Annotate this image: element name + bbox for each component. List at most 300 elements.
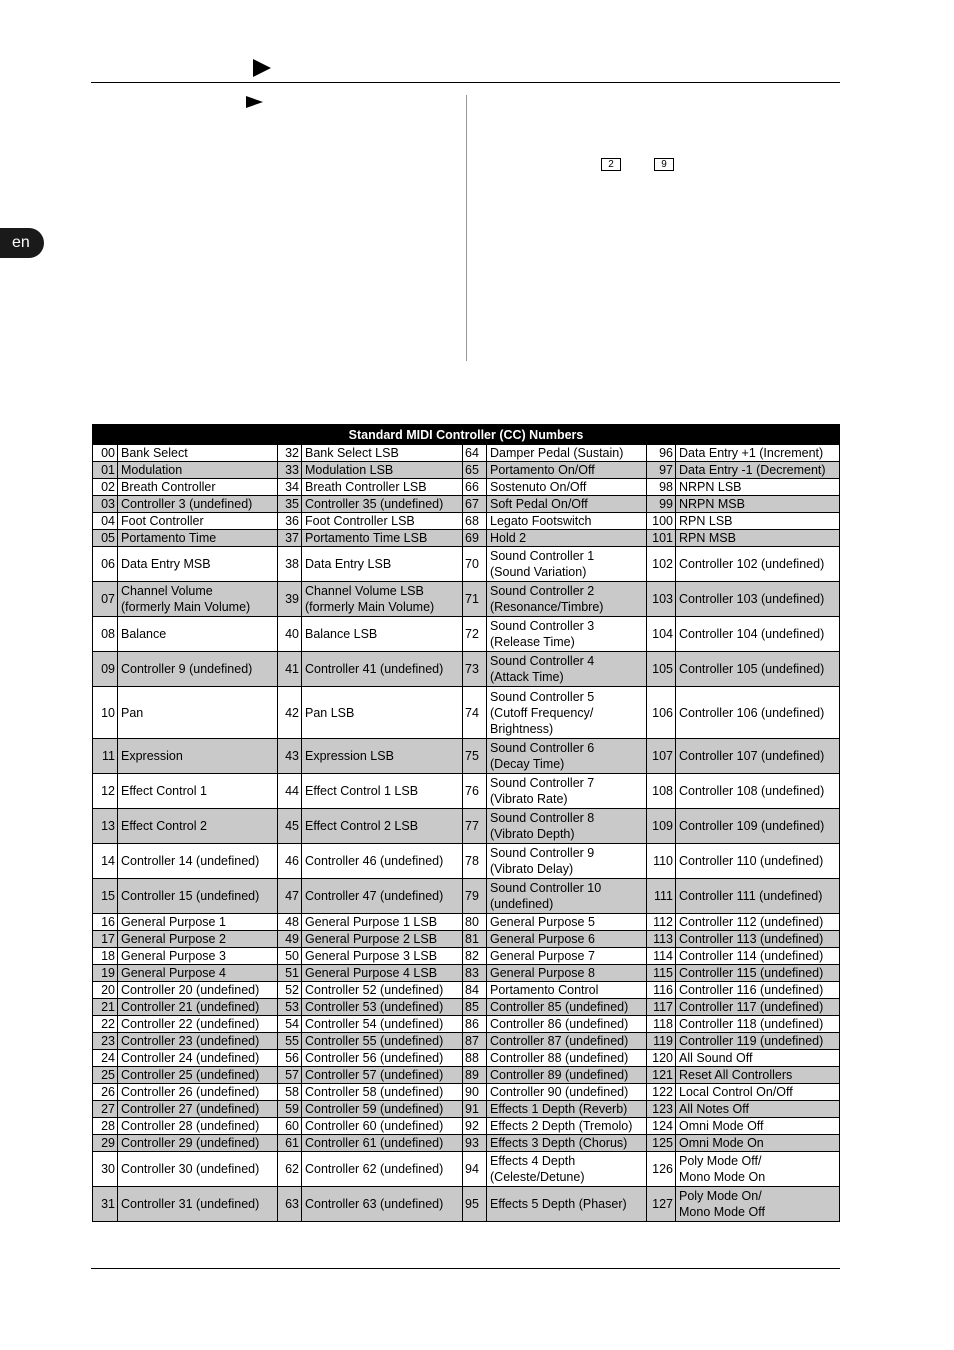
cc-function: Controller 112 (undefined) — [676, 914, 840, 931]
cc-function: General Purpose 2 LSB — [302, 931, 463, 948]
cc-function: Controller 111 (undefined) — [676, 879, 840, 914]
cc-function: Hold 2 — [487, 530, 647, 547]
cc-function: Sound Controller 9 (Vibrato Delay) — [487, 844, 647, 879]
cc-function: Portamento Time LSB — [302, 530, 463, 547]
cc-function: Controller 22 (undefined) — [118, 1016, 278, 1033]
cc-number: 92 — [463, 1118, 487, 1135]
cc-function: Controller 59 (undefined) — [302, 1101, 463, 1118]
cc-number: 19 — [93, 965, 118, 982]
table-body — [93, 445, 840, 1222]
cc-number: 94 — [463, 1152, 487, 1187]
cc-function: Controller 86 (undefined) — [487, 1016, 647, 1033]
table-row — [93, 582, 840, 617]
cc-number: 31 — [93, 1187, 118, 1222]
cc-number: 65 — [463, 462, 487, 479]
cc-number: 11 — [93, 739, 118, 774]
cc-function: Expression — [118, 739, 278, 774]
cc-function: General Purpose 1 — [118, 914, 278, 931]
cc-number: 12 — [93, 774, 118, 809]
cc-number: 101 — [647, 530, 676, 547]
cc-function: RPN LSB — [676, 513, 840, 530]
cc-function: Controller 23 (undefined) — [118, 1033, 278, 1050]
table-row — [93, 479, 840, 496]
cc-number: 120 — [647, 1050, 676, 1067]
cc-function: Controller 87 (undefined) — [487, 1033, 647, 1050]
header-arrow-icon — [253, 59, 271, 77]
cc-function: Controller 102 (undefined) — [676, 547, 840, 582]
cc-function: Effects 3 Depth (Chorus) — [487, 1135, 647, 1152]
cc-function: Controller 103 (undefined) — [676, 582, 840, 617]
cc-number: 109 — [647, 809, 676, 844]
cc-function: Omni Mode Off — [676, 1118, 840, 1135]
cc-number: 80 — [463, 914, 487, 931]
cc-number: 110 — [647, 844, 676, 879]
cc-function: Controller 52 (undefined) — [302, 982, 463, 999]
cc-function: Controller 107 (undefined) — [676, 739, 840, 774]
cc-number: 121 — [647, 1067, 676, 1084]
table-row — [93, 809, 840, 844]
cc-function: Controller 46 (undefined) — [302, 844, 463, 879]
cc-function: Controller 88 (undefined) — [487, 1050, 647, 1067]
cc-number: 98 — [647, 479, 676, 496]
cc-number: 29 — [93, 1135, 118, 1152]
table-row — [93, 513, 840, 530]
cc-number: 68 — [463, 513, 487, 530]
table-row — [93, 1067, 840, 1084]
table-row — [93, 774, 840, 809]
cc-function: All Notes Off — [676, 1101, 840, 1118]
cc-number: 21 — [93, 999, 118, 1016]
cc-number: 27 — [93, 1101, 118, 1118]
cc-number: 09 — [93, 652, 118, 687]
cc-number: 74 — [463, 687, 487, 739]
cc-function: Breath Controller — [118, 479, 278, 496]
table-row — [93, 844, 840, 879]
cc-function: Effects 5 Depth (Phaser) — [487, 1187, 647, 1222]
cc-function: Controller 90 (undefined) — [487, 1084, 647, 1101]
cc-function: Effect Control 2 — [118, 809, 278, 844]
table-row — [93, 1118, 840, 1135]
cc-number: 122 — [647, 1084, 676, 1101]
cc-function: Pan — [118, 687, 278, 739]
cc-function: Controller 63 (undefined) — [302, 1187, 463, 1222]
cc-number: 102 — [647, 547, 676, 582]
cc-function: Soft Pedal On/Off — [487, 496, 647, 513]
cc-function: Portamento On/Off — [487, 462, 647, 479]
cc-function: Controller 30 (undefined) — [118, 1152, 278, 1187]
cc-function: Sound Controller 8 (Vibrato Depth) — [487, 809, 647, 844]
cc-number: 84 — [463, 982, 487, 999]
cc-function: Balance LSB — [302, 617, 463, 652]
cc-function: General Purpose 4 — [118, 965, 278, 982]
cc-number: 08 — [93, 617, 118, 652]
cc-function: Sound Controller 5 (Cutoff Frequency/ Brightness) — [487, 687, 647, 739]
cc-number: 123 — [647, 1101, 676, 1118]
cc-number: 104 — [647, 617, 676, 652]
cc-number: 10 — [93, 687, 118, 739]
cc-number: 34 — [278, 479, 302, 496]
cc-number: 76 — [463, 774, 487, 809]
cc-function: Sound Controller 4 (Attack Time) — [487, 652, 647, 687]
cc-number: 67 — [463, 496, 487, 513]
cc-function: Controller 25 (undefined) — [118, 1067, 278, 1084]
cc-function: Controller 26 (undefined) — [118, 1084, 278, 1101]
cc-function: Controller 62 (undefined) — [302, 1152, 463, 1187]
header-rule — [91, 82, 840, 83]
table-row — [93, 739, 840, 774]
cc-number: 125 — [647, 1135, 676, 1152]
cc-number: 41 — [278, 652, 302, 687]
cc-number: 90 — [463, 1084, 487, 1101]
cc-number: 00 — [93, 445, 118, 462]
cc-function: Controller 106 (undefined) — [676, 687, 840, 739]
footer-rule — [91, 1268, 840, 1269]
cc-number: 55 — [278, 1033, 302, 1050]
cc-function: Controller 115 (undefined) — [676, 965, 840, 982]
table-row — [93, 914, 840, 931]
cc-function: Effect Control 1 — [118, 774, 278, 809]
cc-function: Controller 105 (undefined) — [676, 652, 840, 687]
cc-number: 58 — [278, 1084, 302, 1101]
cc-number: 99 — [647, 496, 676, 513]
cc-function: Controller 47 (undefined) — [302, 879, 463, 914]
cc-function: Bank Select — [118, 445, 278, 462]
cc-function: Controller 117 (undefined) — [676, 999, 840, 1016]
cc-number: 73 — [463, 652, 487, 687]
cc-number: 75 — [463, 739, 487, 774]
cc-number: 15 — [93, 879, 118, 914]
cc-function: Poly Mode On/ Mono Mode Off — [676, 1187, 840, 1222]
cc-number: 53 — [278, 999, 302, 1016]
cc-function: Sound Controller 10 (undefined) — [487, 879, 647, 914]
cc-function: Controller 104 (undefined) — [676, 617, 840, 652]
cc-number: 13 — [93, 809, 118, 844]
section-arrow-icon — [246, 96, 263, 108]
table-row — [93, 547, 840, 582]
cc-number: 28 — [93, 1118, 118, 1135]
cc-function: Data Entry LSB — [302, 547, 463, 582]
cc-function: Controller 116 (undefined) — [676, 982, 840, 999]
table-row — [93, 617, 840, 652]
cc-function: Controller 53 (undefined) — [302, 999, 463, 1016]
cc-number: 45 — [278, 809, 302, 844]
table-row — [93, 1135, 840, 1152]
cc-number: 111 — [647, 879, 676, 914]
cc-function: Controller 14 (undefined) — [118, 844, 278, 879]
cc-number: 06 — [93, 547, 118, 582]
cc-number: 69 — [463, 530, 487, 547]
cc-number: 32 — [278, 445, 302, 462]
language-tab-label: en — [12, 234, 30, 251]
cc-number: 71 — [463, 582, 487, 617]
cc-function: Legato Footswitch — [487, 513, 647, 530]
cc-number: 39 — [278, 582, 302, 617]
table-row — [93, 879, 840, 914]
cc-function: Controller 20 (undefined) — [118, 982, 278, 999]
cc-function: Channel Volume (formerly Main Volume) — [118, 582, 278, 617]
cc-number: 17 — [93, 931, 118, 948]
cc-function: Effects 1 Depth (Reverb) — [487, 1101, 647, 1118]
cc-number: 119 — [647, 1033, 676, 1050]
cc-function: Sound Controller 6 (Decay Time) — [487, 739, 647, 774]
table-row — [93, 1016, 840, 1033]
cc-function: Sound Controller 1 (Sound Variation) — [487, 547, 647, 582]
cc-number: 113 — [647, 931, 676, 948]
cc-function: Controller 15 (undefined) — [118, 879, 278, 914]
cc-function: General Purpose 2 — [118, 931, 278, 948]
cc-number: 61 — [278, 1135, 302, 1152]
table-row — [93, 1084, 840, 1101]
cc-number: 82 — [463, 948, 487, 965]
cc-number: 38 — [278, 547, 302, 582]
cc-number: 100 — [647, 513, 676, 530]
cc-number: 118 — [647, 1016, 676, 1033]
cc-function: Sound Controller 2 (Resonance/Timbre) — [487, 582, 647, 617]
cc-function: Controller 55 (undefined) — [302, 1033, 463, 1050]
cc-function: Controller 119 (undefined) — [676, 1033, 840, 1050]
cc-number: 25 — [93, 1067, 118, 1084]
cc-function: All Sound Off — [676, 1050, 840, 1067]
cc-function: Controller 109 (undefined) — [676, 809, 840, 844]
table-title: Standard MIDI Controller (CC) Numbers — [93, 425, 840, 445]
cc-number: 97 — [647, 462, 676, 479]
cc-function: Reset All Controllers — [676, 1067, 840, 1084]
cc-number: 70 — [463, 547, 487, 582]
cc-function: Channel Volume LSB (formerly Main Volume) — [302, 582, 463, 617]
cc-function: General Purpose 4 LSB — [302, 965, 463, 982]
cc-function: Breath Controller LSB — [302, 479, 463, 496]
cc-function: Portamento Time — [118, 530, 278, 547]
cc-number: 107 — [647, 739, 676, 774]
table-row — [93, 652, 840, 687]
cc-number: 64 — [463, 445, 487, 462]
cc-function: Sostenuto On/Off — [487, 479, 647, 496]
cc-function: Controller 24 (undefined) — [118, 1050, 278, 1067]
cc-number: 103 — [647, 582, 676, 617]
cc-function: Data Entry MSB — [118, 547, 278, 582]
cc-number: 50 — [278, 948, 302, 965]
cc-function: Pan LSB — [302, 687, 463, 739]
cc-number: 57 — [278, 1067, 302, 1084]
cc-function: Omni Mode On — [676, 1135, 840, 1152]
key-reference-box: 2 — [601, 158, 621, 171]
cc-number: 126 — [647, 1152, 676, 1187]
cc-number: 66 — [463, 479, 487, 496]
cc-number: 96 — [647, 445, 676, 462]
table-row — [93, 1152, 840, 1187]
cc-function: NRPN LSB — [676, 479, 840, 496]
cc-number: 36 — [278, 513, 302, 530]
cc-function: NRPN MSB — [676, 496, 840, 513]
cc-number: 18 — [93, 948, 118, 965]
table-row — [93, 530, 840, 547]
cc-number: 60 — [278, 1118, 302, 1135]
cc-number: 04 — [93, 513, 118, 530]
cc-function: Controller 85 (undefined) — [487, 999, 647, 1016]
cc-number: 14 — [93, 844, 118, 879]
cc-function: Controller 56 (undefined) — [302, 1050, 463, 1067]
cc-function: Controller 61 (undefined) — [302, 1135, 463, 1152]
cc-function: Controller 54 (undefined) — [302, 1016, 463, 1033]
cc-number: 40 — [278, 617, 302, 652]
cc-function: Modulation LSB — [302, 462, 463, 479]
table-row — [93, 1033, 840, 1050]
cc-function: Controller 89 (undefined) — [487, 1067, 647, 1084]
cc-function: Controller 60 (undefined) — [302, 1118, 463, 1135]
table-row — [93, 1187, 840, 1222]
cc-number: 127 — [647, 1187, 676, 1222]
cc-number: 72 — [463, 617, 487, 652]
cc-function: Balance — [118, 617, 278, 652]
cc-number: 62 — [278, 1152, 302, 1187]
cc-function: RPN MSB — [676, 530, 840, 547]
cc-number: 91 — [463, 1101, 487, 1118]
cc-number: 02 — [93, 479, 118, 496]
cc-number: 51 — [278, 965, 302, 982]
table-row — [93, 1050, 840, 1067]
cc-function: Controller 58 (undefined) — [302, 1084, 463, 1101]
cc-number: 86 — [463, 1016, 487, 1033]
cc-number: 44 — [278, 774, 302, 809]
cc-number: 78 — [463, 844, 487, 879]
cc-function: General Purpose 7 — [487, 948, 647, 965]
cc-number: 07 — [93, 582, 118, 617]
column-divider — [466, 95, 467, 361]
cc-function: Controller 118 (undefined) — [676, 1016, 840, 1033]
cc-number: 114 — [647, 948, 676, 965]
cc-number: 03 — [93, 496, 118, 513]
cc-function: Controller 41 (undefined) — [302, 652, 463, 687]
cc-number: 23 — [93, 1033, 118, 1050]
cc-function: Local Control On/Off — [676, 1084, 840, 1101]
cc-function: Controller 3 (undefined) — [118, 496, 278, 513]
cc-number: 81 — [463, 931, 487, 948]
cc-function: Data Entry -1 (Decrement) — [676, 462, 840, 479]
cc-number: 35 — [278, 496, 302, 513]
cc-number: 42 — [278, 687, 302, 739]
cc-number: 05 — [93, 530, 118, 547]
cc-function: Controller 31 (undefined) — [118, 1187, 278, 1222]
cc-function: Controller 29 (undefined) — [118, 1135, 278, 1152]
cc-number: 01 — [93, 462, 118, 479]
cc-number: 37 — [278, 530, 302, 547]
cc-number: 30 — [93, 1152, 118, 1187]
table-row — [93, 931, 840, 948]
cc-number: 52 — [278, 982, 302, 999]
table-row — [93, 687, 840, 739]
table-row — [93, 462, 840, 479]
cc-number: 63 — [278, 1187, 302, 1222]
cc-number: 124 — [647, 1118, 676, 1135]
cc-number: 88 — [463, 1050, 487, 1067]
cc-number: 83 — [463, 965, 487, 982]
cc-number: 47 — [278, 879, 302, 914]
cc-number: 20 — [93, 982, 118, 999]
cc-function: Effect Control 2 LSB — [302, 809, 463, 844]
cc-number: 22 — [93, 1016, 118, 1033]
cc-function: Modulation — [118, 462, 278, 479]
cc-number: 108 — [647, 774, 676, 809]
cc-number: 77 — [463, 809, 487, 844]
cc-number: 79 — [463, 879, 487, 914]
cc-number: 116 — [647, 982, 676, 999]
table-row — [93, 445, 840, 462]
cc-function: Controller 113 (undefined) — [676, 931, 840, 948]
cc-number: 16 — [93, 914, 118, 931]
cc-function: Sound Controller 3 (Release Time) — [487, 617, 647, 652]
cc-function: Foot Controller LSB — [302, 513, 463, 530]
cc-number: 49 — [278, 931, 302, 948]
cc-function: Controller 28 (undefined) — [118, 1118, 278, 1135]
language-tab — [0, 228, 44, 258]
cc-function: Effects 4 Depth (Celeste/Detune) — [487, 1152, 647, 1187]
cc-function: Poly Mode Off/ Mono Mode On — [676, 1152, 840, 1187]
cc-function: Sound Controller 7 (Vibrato Rate) — [487, 774, 647, 809]
cc-number: 115 — [647, 965, 676, 982]
table-row — [93, 948, 840, 965]
cc-number: 106 — [647, 687, 676, 739]
cc-number: 112 — [647, 914, 676, 931]
cc-number: 89 — [463, 1067, 487, 1084]
table-row — [93, 982, 840, 999]
key-reference-box: 9 — [654, 158, 674, 171]
cc-number: 105 — [647, 652, 676, 687]
cc-function: Controller 108 (undefined) — [676, 774, 840, 809]
cc-function: General Purpose 3 — [118, 948, 278, 965]
cc-function: Data Entry +1 (Increment) — [676, 445, 840, 462]
cc-number: 26 — [93, 1084, 118, 1101]
cc-function: Controller 110 (undefined) — [676, 844, 840, 879]
midi-controller-table — [92, 424, 840, 1222]
cc-number: 54 — [278, 1016, 302, 1033]
cc-number: 95 — [463, 1187, 487, 1222]
cc-number: 33 — [278, 462, 302, 479]
cc-function: Effect Control 1 LSB — [302, 774, 463, 809]
cc-function: Controller 21 (undefined) — [118, 999, 278, 1016]
cc-number: 93 — [463, 1135, 487, 1152]
cc-function: Expression LSB — [302, 739, 463, 774]
cc-function: Controller 114 (undefined) — [676, 948, 840, 965]
cc-number: 46 — [278, 844, 302, 879]
cc-number: 87 — [463, 1033, 487, 1050]
table-row — [93, 965, 840, 982]
cc-function: General Purpose 8 — [487, 965, 647, 982]
table-row — [93, 1101, 840, 1118]
cc-number: 48 — [278, 914, 302, 931]
cc-function: Controller 35 (undefined) — [302, 496, 463, 513]
cc-number: 43 — [278, 739, 302, 774]
cc-function: Bank Select LSB — [302, 445, 463, 462]
cc-function: Foot Controller — [118, 513, 278, 530]
cc-function: Effects 2 Depth (Tremolo) — [487, 1118, 647, 1135]
cc-function: General Purpose 6 — [487, 931, 647, 948]
cc-function: Controller 27 (undefined) — [118, 1101, 278, 1118]
cc-function: General Purpose 3 LSB — [302, 948, 463, 965]
cc-number: 24 — [93, 1050, 118, 1067]
cc-number: 56 — [278, 1050, 302, 1067]
cc-function: Damper Pedal (Sustain) — [487, 445, 647, 462]
cc-number: 59 — [278, 1101, 302, 1118]
table-row — [93, 999, 840, 1016]
cc-function: General Purpose 1 LSB — [302, 914, 463, 931]
table-row — [93, 496, 840, 513]
cc-number: 85 — [463, 999, 487, 1016]
cc-function: Controller 57 (undefined) — [302, 1067, 463, 1084]
cc-function: Portamento Control — [487, 982, 647, 999]
cc-function: General Purpose 5 — [487, 914, 647, 931]
cc-number: 117 — [647, 999, 676, 1016]
cc-function: Controller 9 (undefined) — [118, 652, 278, 687]
